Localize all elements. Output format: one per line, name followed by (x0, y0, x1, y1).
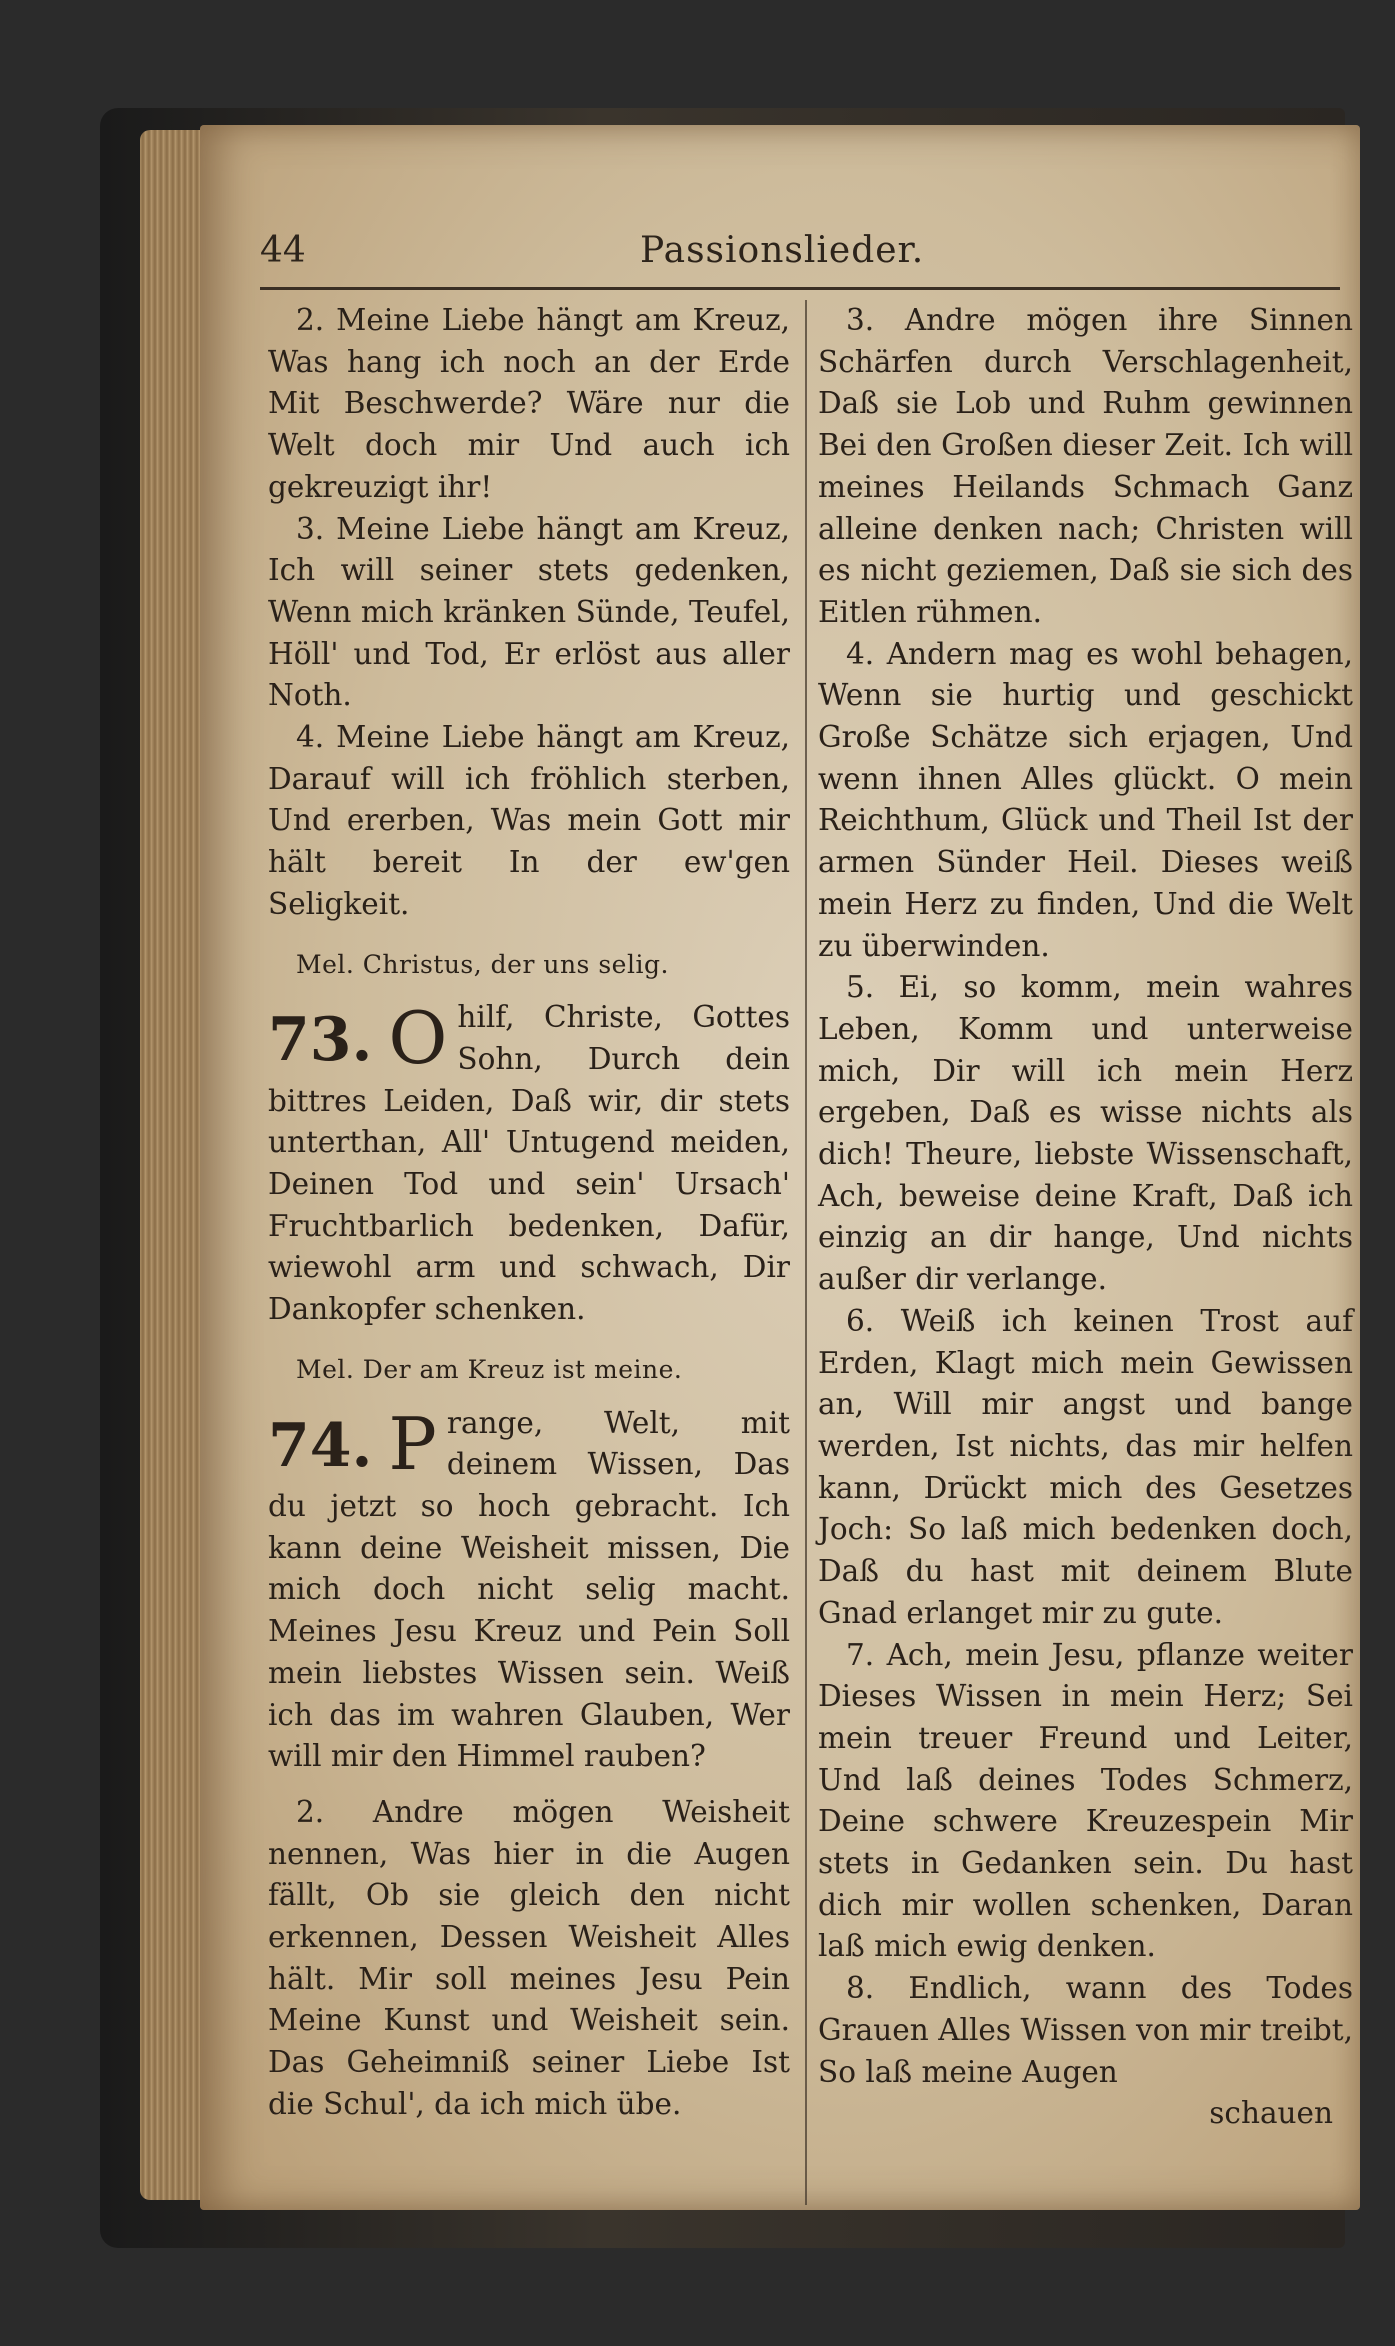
hymn-74 (268, 1403, 790, 1778)
verse: 6. Weiß ich keinen Trost auf Erden, Klagt mich mein Gewissen an, Will mir angst und bange werden, Ist nichts, das mir helfen kann, Drückt mich des Gesetzes Joch: So laß mich bedenken doch, Daß du hast mit deinem Blute Gnad erlanget mir zu gute. (818, 1303, 1353, 1630)
verse: 3. Meine Liebe hängt am Kreuz, Ich will seiner stets gedenken, Wenn mich kränken Sünde, Teufel, Höll' und Tod, Er erlöst aus aller Noth. (268, 511, 790, 713)
hymn-number: 74. (268, 1410, 373, 1481)
header-rule (260, 287, 1340, 290)
verse: 5. Ei, so komm, mein wahres Leben, Komm und unterweise mich, Dir will ich mein Herz ergeben, Daß es wisse nichts als dich! Theure, liebste Wissenschaft, Ach, beweise deine Kraft, Daß ich einzig an dir hange, Und nichts außer dir verlange. (818, 970, 1353, 1297)
left-column (268, 300, 790, 2126)
verse: 8. Endlich, wann des Todes Grauen Alles Wissen von mir treibt, So laß meine Augen (818, 1971, 1353, 2089)
hymn-initial: O (388, 996, 448, 1081)
verse: 3. Andre mögen ihre Sinnen Schärfen durch Verschlagenheit, Daß sie Lob und Ruhm gewinnen Bei den Großen dieser Zeit. Ich will meines Heilands Schmach Ganz alleine denken nach; Christen will es nicht geziemen, Daß sie sich des Eitlen rühmen. (818, 303, 1353, 629)
hymn-text: range, Welt, mit deinem Wissen, Das du jetzt so hoch gebracht. Ich kann deine Weisheit missen, Die mich doch nicht selig macht. Meines Jesu Kreuz und Pein Soll mein liebstes Wissen sein. Weiß ich das im wahren Glauben, Wer will mir den Himmel rauben? (268, 1405, 790, 1774)
page-number: 44 (260, 230, 306, 271)
hymn-73 (268, 997, 790, 1331)
verse: 4. Andern mag es wohl behagen, Wenn sie hurtig und geschickt Große Schätze sich erjagen, Und wenn ihnen Alles glückt. O mein Reichthum, Glück und Theil Ist der armen Sünder Heil. Dieses weiß mein Herz zu finden, Und die Welt zu überwinden. (818, 636, 1353, 963)
melody-line: Mel. Der am Kreuz ist meine. (296, 1354, 683, 1384)
right-column (818, 300, 1353, 2135)
column-divider (805, 300, 807, 2205)
catchword: schauen (1209, 2096, 1333, 2131)
book-page (200, 125, 1360, 2210)
hymn-initial: P (388, 1401, 437, 1486)
running-title: Passionslieder. (640, 230, 925, 271)
hymn-number: 73. (268, 1005, 373, 1076)
verse: 2. Andre mögen Weisheit nennen, Was hier in die Augen fällt, Ob sie gleich den nicht erkennen, Dessen Weisheit Alles hält. Mir soll meines Jesu Pein Meine Kunst und Weisheit sein. Das Geheimniß seiner Liebe Ist die Schul', da ich mich übe. (268, 1794, 790, 2121)
page-header (260, 230, 1340, 290)
verse: 4. Meine Liebe hängt am Kreuz, Darauf will ich fröhlich sterben, Und ererben, Was mein Gott mir hält bereit In der ew'gen Seligkeit. (268, 720, 790, 921)
verse: 2. Meine Liebe hängt am Kreuz, Was hang ich noch an der Erde Mit Beschwerde? Wäre nur die Welt doch mir Und auch ich gekreuzigt ihr! (268, 303, 790, 504)
verse: 7. Ach, mein Jesu, pflanze weiter Dieses Wissen in mein Herz; Sei mein treuer Freund und Leiter, Und laß deines Todes Schmerz, Deine schwere Kreuzespein Mir stets in Gedanken sein. Du hast dich mir wollen schenken, Daran laß mich ewig denken. (818, 1637, 1353, 1964)
hymn-text: hilf, Christe, Gottes Sohn, Durch dein bittres Leiden, Daß wir, dir stets unterthan, All' Untugend meiden, Deinen Tod und sein' Ursach' Fruchtbarlich bedenken, Dafür, wiewohl arm und schwach, Dir Dankopfer schenken. (268, 1000, 790, 1327)
melody-line: Mel. Christus, der uns selig. (296, 949, 669, 979)
